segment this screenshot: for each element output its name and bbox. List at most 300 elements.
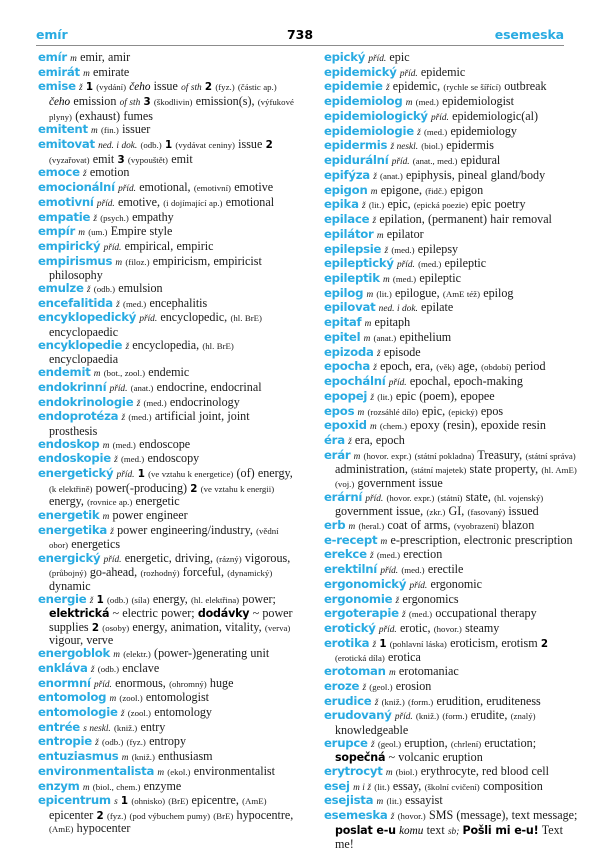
entry-tr: entomology bbox=[154, 704, 212, 719]
dictionary-entry bbox=[324, 548, 582, 563]
entry-headword: esej bbox=[324, 778, 350, 793]
page-columns bbox=[10, 51, 590, 851]
entry-tr: epitaph bbox=[374, 315, 411, 330]
entry-gram: m bbox=[369, 422, 377, 433]
entry-headword: erotoman bbox=[324, 664, 386, 679]
entry-headword: éra bbox=[324, 433, 345, 448]
entry-headword: epidemie bbox=[324, 79, 383, 94]
entry-gram: m bbox=[376, 797, 384, 808]
entry-gram: m bbox=[102, 511, 110, 522]
entry-gram: ned. i dok. bbox=[98, 141, 138, 152]
entry-gram: m bbox=[385, 767, 393, 778]
dictionary-entry bbox=[324, 794, 582, 809]
entry-tr: epilepsy bbox=[417, 241, 459, 256]
dictionary-entry bbox=[324, 695, 582, 710]
dictionary-entry bbox=[324, 125, 582, 140]
entry-headword: epigon bbox=[324, 182, 368, 197]
entry-tr: epic, bbox=[387, 197, 411, 212]
entry-gram: ž bbox=[89, 595, 94, 606]
dictionary-entry bbox=[38, 691, 296, 706]
entry-headword: erb bbox=[324, 517, 346, 532]
dictionary-entry bbox=[38, 735, 296, 750]
entry-par: (škodlivin) bbox=[153, 97, 193, 108]
entry-headword: energetický bbox=[38, 465, 114, 480]
entry-headword: entrée bbox=[38, 719, 80, 734]
entry-tr: environmentalist bbox=[193, 763, 275, 778]
entry-tr: ergonomic bbox=[430, 576, 482, 591]
entry-par: (vypouštět) bbox=[127, 154, 168, 165]
entry-tr: emotional bbox=[225, 194, 275, 209]
entry-par: (med.) bbox=[128, 412, 152, 423]
entry-par: (výfukové plyny) bbox=[49, 97, 294, 122]
entry-par: (částic ap.) bbox=[237, 82, 277, 93]
entry-tr: erosion bbox=[395, 678, 432, 693]
entry-tr: emission(s), bbox=[195, 94, 255, 109]
entry-headword: esemeska bbox=[324, 808, 388, 823]
entry-tr: emirate bbox=[93, 64, 130, 79]
entry-tr: epicenter bbox=[49, 807, 94, 822]
entry-gram: ž bbox=[376, 348, 381, 359]
entry-gram: ž bbox=[110, 526, 114, 537]
entry-gram: ž bbox=[114, 455, 118, 466]
entry-headword: epicentrum bbox=[38, 793, 111, 808]
dictionary-entry bbox=[38, 51, 296, 66]
entry-gram: příd. bbox=[431, 112, 449, 123]
dictionary-entry bbox=[324, 198, 582, 213]
entry-num: 2 bbox=[96, 809, 104, 822]
dictionary-entry bbox=[324, 375, 582, 390]
entry-par: (filoz.) bbox=[125, 256, 150, 267]
left-column bbox=[10, 51, 300, 851]
entry-par: (AmE) bbox=[49, 824, 74, 835]
entry-headword: erektilní bbox=[324, 562, 378, 577]
entry-par: (form.) bbox=[408, 696, 434, 707]
entry-gram: m bbox=[388, 668, 396, 679]
entry-headword: esejista bbox=[324, 793, 374, 808]
entry-par: (odb.) bbox=[102, 737, 124, 748]
entry-headword: entomologie bbox=[38, 704, 118, 719]
entry-par: (med.) bbox=[392, 274, 417, 285]
entry-headword: epileptik bbox=[324, 271, 380, 286]
entry-gram: ž bbox=[90, 664, 95, 675]
entry-num: 2 bbox=[265, 139, 273, 152]
dictionary-entry bbox=[324, 66, 582, 81]
entry-gram: ž bbox=[348, 437, 352, 448]
entry-par: (rozhodný) bbox=[140, 568, 180, 579]
entry-tr: Empire style bbox=[110, 224, 173, 239]
entry-par: (med.) bbox=[391, 244, 415, 255]
entry-tr: power(-producing) bbox=[95, 480, 188, 495]
entry-gram: ž bbox=[395, 595, 400, 606]
dictionary-entry bbox=[324, 331, 582, 346]
entry-headword: ergoterapie bbox=[324, 606, 399, 621]
entry-par: (med.) bbox=[376, 550, 401, 561]
entry-headword: endokrinní bbox=[38, 379, 107, 394]
entry-tr: artificial joint, joint prosthesis bbox=[49, 409, 250, 438]
entry-headword: epidermis bbox=[324, 138, 388, 153]
entry-par: (pohlavní láska) bbox=[389, 638, 447, 649]
entry-headword: energoblok bbox=[38, 646, 111, 661]
entry-tr: power engineer bbox=[112, 507, 188, 522]
dictionary-entry bbox=[38, 225, 296, 240]
entry-par: (vydání) bbox=[96, 82, 127, 93]
entry-headword: epilovat bbox=[324, 300, 376, 315]
dictionary-entry bbox=[324, 169, 582, 184]
entry-par: (geol.) bbox=[377, 738, 402, 749]
entry-headword: epitaf bbox=[324, 315, 362, 330]
entry-tr: epoch, era, bbox=[380, 359, 433, 374]
entry-tr: Treasury, bbox=[477, 447, 523, 462]
entry-tr: epidural bbox=[460, 153, 501, 168]
entry-num: 2 bbox=[204, 81, 213, 94]
entry-gram: ž bbox=[121, 413, 126, 424]
entry-par: (lit.) bbox=[386, 796, 402, 807]
entry-headword: energie bbox=[38, 591, 87, 606]
entry-par: (lit.) bbox=[368, 200, 385, 211]
entry-gram: příd. bbox=[103, 554, 122, 565]
entry-par: (vědní obor) bbox=[49, 525, 279, 551]
entry-headword: erár bbox=[324, 447, 351, 462]
entry-headword: emocionální bbox=[38, 180, 115, 195]
entry-tr: state property, bbox=[469, 462, 539, 477]
entry-tr: epilogue, bbox=[395, 285, 440, 300]
entry-par: (AmE) bbox=[242, 796, 267, 807]
dictionary-entry bbox=[324, 709, 582, 736]
entry-gram: ž bbox=[82, 169, 87, 180]
entry-headword: enkláva bbox=[38, 660, 88, 675]
entry-gram: příd. bbox=[397, 260, 415, 271]
entry-par: (fasovaný) bbox=[467, 507, 506, 518]
entry-headword: epidemiologický bbox=[324, 108, 428, 123]
entry-tr: epilation, (permanent) hair removal bbox=[379, 212, 552, 227]
entry-gram: příd. bbox=[103, 242, 122, 253]
entry-tr: hypocentre, bbox=[236, 807, 294, 822]
entry-gram: ž bbox=[125, 341, 130, 352]
entry-tr: epochal, epoch-making bbox=[409, 374, 523, 389]
entry-gram: příd. bbox=[378, 625, 397, 636]
entry-par: (ohnisko) bbox=[131, 796, 166, 807]
entry-par: (i dojímající ap.) bbox=[163, 197, 223, 208]
entry-gram: ž bbox=[384, 245, 389, 256]
entry-cz: Pošli mi e-u! bbox=[462, 823, 539, 837]
dictionary-entry bbox=[324, 110, 582, 125]
entry-par: (elektr.) bbox=[123, 649, 151, 660]
entry-gram: ž bbox=[373, 363, 377, 374]
entry-par: (BrE) bbox=[168, 796, 189, 807]
entry-gram: s bbox=[114, 797, 118, 808]
entry-par: (med.) bbox=[123, 298, 147, 309]
entry-par: (ekol.) bbox=[167, 766, 191, 777]
entry-num: 2 bbox=[91, 621, 100, 634]
dictionary-entry bbox=[38, 282, 296, 297]
entry-par: (věk) bbox=[436, 362, 455, 373]
entry-tr: energetic bbox=[135, 494, 180, 509]
entry-gram: ž bbox=[120, 708, 125, 719]
entry-par: (lit.) bbox=[377, 391, 393, 402]
dictionary-entry bbox=[38, 381, 296, 396]
dictionary-entry bbox=[324, 95, 582, 110]
entry-tr: text bbox=[426, 822, 445, 837]
entry-headword: emirát bbox=[38, 64, 80, 79]
entry-tr: power engineering/industry, bbox=[117, 522, 253, 537]
dictionary-entry bbox=[324, 563, 582, 578]
entry-headword: erudice bbox=[324, 693, 372, 708]
entry-tr: forceful, bbox=[182, 565, 225, 580]
entry-par: (odb.) bbox=[107, 594, 129, 605]
entry-gram: m bbox=[109, 694, 117, 705]
entry-tr: endoscopy bbox=[147, 451, 200, 466]
entry-gram: ž bbox=[372, 639, 377, 650]
dictionary-entry bbox=[38, 750, 296, 765]
entry-gram: ž bbox=[372, 216, 377, 227]
entry-par: (lit.) bbox=[376, 288, 392, 299]
entry-headword: epický bbox=[324, 50, 366, 64]
entry-gram: m bbox=[363, 333, 371, 344]
entry-tr: Text me! bbox=[335, 822, 564, 852]
entry-tr: emit bbox=[171, 151, 193, 166]
entry-gram: m bbox=[91, 126, 98, 137]
entry-par: (psych.) bbox=[100, 212, 129, 223]
entry-gram: m bbox=[376, 230, 384, 241]
running-head bbox=[36, 0, 564, 46]
dictionary-entry bbox=[38, 255, 296, 282]
entry-gram: m bbox=[382, 275, 390, 286]
entry-headword: encyklopedie bbox=[38, 337, 123, 352]
entry-tr: state, bbox=[465, 489, 491, 504]
entry-headword: entuziasmus bbox=[38, 749, 119, 764]
entry-par: (pod výbuchem pumy) bbox=[129, 810, 211, 821]
entry-gram: příd. bbox=[394, 712, 413, 723]
dictionary-entry bbox=[324, 593, 582, 608]
entry-tr: eructation; bbox=[484, 735, 537, 750]
entry-tr: entropy bbox=[149, 734, 187, 749]
dictionary-entry bbox=[324, 680, 582, 695]
entry-tr: emulsion bbox=[118, 281, 163, 295]
entry-headword: energický bbox=[38, 550, 101, 565]
dictionary-entry bbox=[324, 390, 582, 405]
entry-headword: epilace bbox=[324, 212, 370, 227]
entry-headword: emitent bbox=[38, 122, 88, 137]
entry-tr: erotomaniac bbox=[398, 664, 459, 679]
entry-tr: e-prescription, electronic prescription bbox=[390, 532, 573, 547]
entry-tr: issue bbox=[238, 137, 263, 152]
entry-gram: příd. bbox=[365, 493, 384, 504]
entry-tr: emotional, bbox=[139, 180, 191, 195]
entry-tr: encyclopaedia bbox=[49, 352, 119, 367]
entry-par: (fyz.) bbox=[106, 810, 127, 821]
entry-par: (ohromný) bbox=[169, 678, 207, 689]
entry-gram: m bbox=[78, 228, 85, 239]
entry-headword: eroze bbox=[324, 678, 360, 693]
dictionary-entry bbox=[38, 524, 296, 552]
entry-par: (hovor.) bbox=[433, 624, 462, 635]
dictionary-entry bbox=[38, 721, 296, 736]
entry-gram: ž neskl. bbox=[390, 142, 419, 153]
dictionary-entry bbox=[324, 765, 582, 780]
entry-par: (zkr.) bbox=[426, 507, 446, 518]
entry-num: 1 bbox=[164, 139, 173, 152]
dictionary-entry bbox=[324, 780, 582, 795]
entry-tilde: ~ bbox=[112, 606, 120, 621]
dictionary-entry bbox=[38, 311, 296, 338]
entry-par: (anat., med.) bbox=[412, 156, 458, 167]
entry-headword: epitel bbox=[324, 329, 361, 344]
entry-headword: enzym bbox=[38, 778, 80, 793]
entry-czi: čeho bbox=[49, 96, 71, 109]
entry-tr: epicentre, bbox=[191, 793, 239, 808]
entry-headword: e-recept bbox=[324, 532, 378, 547]
entry-gram: m bbox=[348, 521, 356, 532]
entry-tr: erection bbox=[403, 547, 443, 562]
entry-num: 1 bbox=[96, 593, 104, 606]
entry-tr: (exhaust) fumes bbox=[75, 108, 153, 123]
entry-tr: eruption, bbox=[404, 735, 448, 750]
entry-tr: enclave bbox=[122, 660, 160, 675]
entry-cz: sopečná bbox=[335, 751, 386, 765]
entry-tr: enthusiasm bbox=[158, 749, 213, 764]
entry-tr: epic, bbox=[421, 403, 446, 418]
dictionary-entry bbox=[38, 794, 296, 836]
entry-tr: ergonomics bbox=[402, 591, 459, 606]
dictionary-entry bbox=[38, 66, 296, 81]
entry-tr: epidemic, bbox=[392, 79, 441, 94]
entry-headword: ergonomický bbox=[324, 576, 407, 591]
entry-par: (biol.) bbox=[421, 141, 444, 152]
entry-tr: epilate bbox=[421, 300, 454, 315]
entry-gram: m bbox=[83, 68, 90, 79]
entry-headword: erupce bbox=[324, 735, 368, 750]
dictionary-entry bbox=[324, 213, 582, 228]
dictionary-entry bbox=[324, 607, 582, 622]
entry-gram: příd. bbox=[380, 566, 399, 577]
entry-tr: epilog bbox=[483, 285, 514, 300]
entry-tr: SMS (message), text message; bbox=[428, 808, 578, 823]
entry-headword: empirický bbox=[38, 238, 101, 253]
entry-tr: electric power; bbox=[122, 606, 195, 621]
entry-gram: m i ž bbox=[353, 782, 372, 793]
entry-par: (hovor.) bbox=[397, 811, 426, 822]
entry-headword: empatie bbox=[38, 209, 91, 224]
entry-par: (geol.) bbox=[369, 681, 393, 692]
entry-gram: ž bbox=[93, 213, 97, 224]
dictionary-entry bbox=[38, 123, 296, 138]
entry-num: 3 bbox=[143, 96, 151, 109]
entry-par: (erotická díla) bbox=[335, 653, 385, 664]
dictionary-entry bbox=[324, 80, 582, 95]
entry-headword: emise bbox=[38, 79, 76, 94]
entry-headword: epopej bbox=[324, 388, 368, 403]
entry-tr: empiricism, empiricist philosophy bbox=[49, 253, 262, 283]
entry-tr: encyclopedia, bbox=[132, 337, 200, 352]
entry-tr: epithelium bbox=[399, 329, 452, 344]
entry-tr: encyclopaedic bbox=[49, 325, 119, 340]
entry-headword: erudovaný bbox=[324, 708, 392, 723]
entry-gram: m bbox=[405, 98, 413, 109]
entry-tr: epoxy (resin), epoxide resin bbox=[410, 418, 546, 433]
entry-par: (období) bbox=[481, 362, 512, 373]
entry-tr: composition bbox=[482, 778, 543, 793]
entry-headword: epifýza bbox=[324, 167, 370, 182]
entry-par: (med.) bbox=[408, 609, 433, 620]
entry-tr: epic (poem), epopee bbox=[395, 388, 495, 403]
dictionary-entry bbox=[38, 452, 296, 467]
entry-headword: epilog bbox=[324, 285, 364, 300]
entry-par: (biol.) bbox=[395, 766, 418, 777]
entry-par: (fyz.) bbox=[215, 82, 235, 93]
dictionary-entry bbox=[38, 396, 296, 411]
entry-headword: environmentalista bbox=[38, 763, 155, 778]
entry-headword: erotický bbox=[324, 621, 376, 636]
entry-gram: příd. bbox=[409, 580, 428, 591]
entry-tr: epidemiologist bbox=[442, 94, 514, 109]
entry-tr: vigour, verve bbox=[49, 633, 114, 648]
dictionary-entry bbox=[324, 419, 582, 434]
entry-tr: energy, bbox=[152, 591, 188, 606]
entry-num: 1 bbox=[137, 467, 145, 480]
entry-par: (form.) bbox=[442, 711, 468, 722]
entry-par: (epická poezie) bbox=[413, 200, 469, 211]
entry-tr: eroticism, erotism bbox=[450, 635, 538, 650]
entry-tr: endocrine, endocrinal bbox=[156, 379, 262, 394]
entry-par: (hl. AmE) bbox=[541, 465, 577, 476]
entry-headword: ergonomie bbox=[324, 591, 393, 606]
entry-par: (státní) bbox=[437, 492, 463, 503]
entry-gram: m bbox=[115, 257, 123, 268]
entry-par: (fin.) bbox=[100, 125, 119, 136]
entry-num: 3 bbox=[117, 153, 125, 166]
entry-par: (vyobrazení) bbox=[453, 520, 499, 531]
entry-tr: volcanic eruption bbox=[398, 750, 483, 765]
entry-gram: ž bbox=[136, 398, 141, 409]
entry-tr: entry bbox=[140, 719, 166, 734]
dictionary-entry bbox=[38, 339, 296, 366]
entry-par: (bot., zool.) bbox=[103, 368, 145, 379]
dictionary-entry bbox=[324, 346, 582, 361]
entry-num: 1 bbox=[120, 795, 129, 808]
entry-tr: government issue, bbox=[335, 504, 424, 519]
dictionary-entry bbox=[324, 257, 582, 272]
entry-par: (med.) bbox=[415, 97, 439, 108]
entry-headword: erytrocyt bbox=[324, 763, 383, 778]
entry-tr: encyclopedic, bbox=[160, 310, 228, 325]
entry-par: (epický) bbox=[448, 406, 478, 417]
entry-tr: energetic, driving, bbox=[124, 550, 213, 565]
dictionary-entry bbox=[324, 228, 582, 243]
entry-headword: endemit bbox=[38, 365, 91, 380]
entry-gram: m bbox=[70, 54, 77, 64]
dictionary-entry bbox=[324, 737, 582, 765]
entry-tr: hypocenter bbox=[76, 821, 131, 836]
entry-par: (k elektřině) bbox=[49, 483, 93, 494]
entry-tr: issue bbox=[153, 79, 178, 94]
right-column bbox=[300, 51, 590, 851]
guide-word-left: emír bbox=[36, 27, 68, 42]
entry-par: (dynamický) bbox=[227, 568, 273, 579]
entry-gram: m bbox=[353, 451, 361, 462]
entry-tr: (power-)generating unit bbox=[154, 646, 270, 661]
entry-par: (rozsáhlé dílo) bbox=[367, 406, 419, 417]
entry-gram: příd. bbox=[368, 54, 387, 64]
entry-par: (státní majetek) bbox=[411, 465, 467, 476]
dictionary-entry bbox=[324, 622, 582, 637]
entry-par: (biol., chem.) bbox=[92, 781, 141, 792]
entry-par: (hl. BrE) bbox=[230, 313, 262, 324]
entry-gram: příd. bbox=[94, 679, 112, 690]
entry-tr: entomologist bbox=[145, 690, 210, 705]
dictionary-entry bbox=[38, 181, 296, 196]
entry-gram: ned. i dok. bbox=[378, 304, 418, 315]
entry-headword: endokrinologie bbox=[38, 394, 134, 409]
